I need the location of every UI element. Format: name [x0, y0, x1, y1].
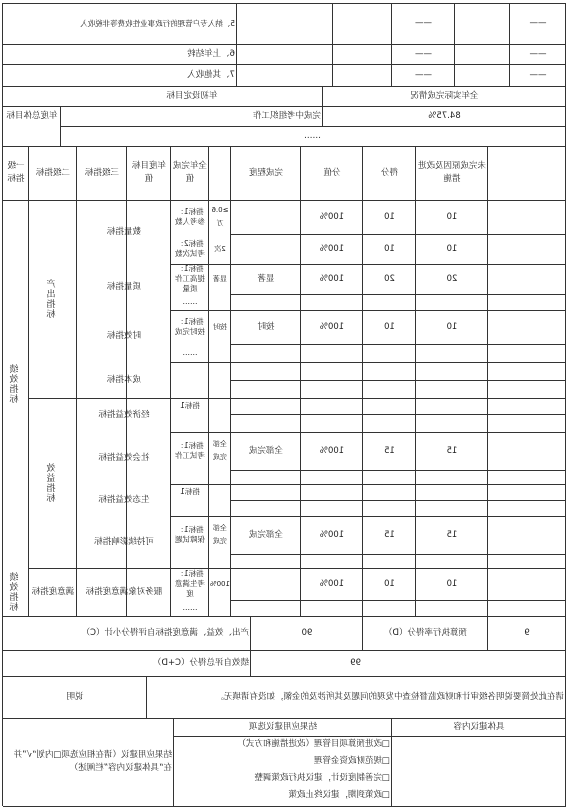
indicator-cell: 指标1：参考人数	[175, 207, 205, 226]
score-cell: 10	[446, 578, 458, 589]
cat-timeliness: 时效指标	[107, 330, 142, 341]
total-label: 绩效自评总得分（C+D）	[152, 657, 249, 668]
indicator-cell: 指标1	[180, 401, 200, 410]
budget-label: 预算执行率得分（D）	[383, 627, 468, 638]
income-row-label: 5、纳入专户管理的行政事业性收费等非税收入	[80, 18, 235, 28]
header-level3: 三级指标	[85, 167, 120, 178]
level2-satisfaction: 满意度指标	[31, 586, 75, 597]
usage-option[interactable]: □规范财政资金管理	[313, 756, 390, 766]
indicator-cell: ……	[182, 297, 198, 306]
cat-economic: 经济效益指标	[98, 409, 150, 420]
usage-option[interactable]: □政策到期，建议终止政策	[288, 790, 390, 800]
income-cell: ——	[415, 48, 432, 59]
target-cell: 按时	[213, 322, 227, 331]
usage-label: 结果应用建议（请在相应选项□内划“√”并在“具体建议内容”栏阐述）	[13, 750, 172, 773]
level1-satisfaction: 绩效指标	[10, 572, 21, 612]
rate-cell: 100%	[319, 211, 345, 222]
indicator-cell: 指标1：考试工作	[175, 441, 205, 460]
goal-actual-header: 全年实际完成情况	[410, 90, 479, 101]
income-cell: ——	[529, 48, 547, 59]
full-cell: 全部完成	[249, 445, 284, 456]
level1-performance: 绩效指标	[10, 364, 21, 404]
points-cell: 20	[384, 273, 395, 284]
header-level1: 一级指标	[7, 161, 25, 184]
target-cell: 全部完成	[213, 524, 227, 545]
level2-output: 产出指标	[47, 279, 58, 319]
income-cell: ——	[415, 18, 432, 28]
rate-cell: 100%	[319, 321, 345, 332]
goal-preset-header: 年初设定目标	[166, 90, 218, 101]
usage-option[interactable]: □完善制度设计，建议执行政策调整	[254, 773, 390, 783]
cat-service: 服务对象满意度指标	[85, 586, 163, 597]
goal-preset-text: 完成中考组织工作	[252, 110, 321, 121]
header-target: 年度目标值	[132, 161, 167, 184]
usage-options-header: 结果应用建议选项	[249, 721, 318, 732]
score-cell: 20	[446, 273, 458, 284]
cat-quality: 质量指标	[107, 281, 142, 292]
notes-label: 说明	[66, 691, 84, 702]
indicator-cell: ……	[182, 603, 198, 612]
score-cell: 10	[446, 211, 458, 222]
income-cell: ——	[529, 18, 547, 28]
total-value: 99	[350, 657, 361, 668]
indicator-cell: ……	[182, 348, 198, 357]
indicator-cell: 指标1：保障试题	[175, 525, 205, 544]
target-cell: 2次	[214, 244, 226, 253]
target-cell: 100%	[209, 579, 230, 588]
header-full: 全年完成值	[172, 161, 207, 184]
points-cell: 10	[384, 243, 395, 254]
full-cell: 显著	[257, 273, 275, 284]
header-level2: 二级指标	[36, 167, 71, 178]
score-cell: 15	[446, 445, 458, 456]
cat-eco: 生态效益指标	[98, 494, 150, 505]
indicator-cell: 指标1：考生满意度	[175, 569, 205, 598]
full-cell: 按时	[257, 321, 275, 332]
income-row-label: 6、上年结转	[187, 48, 235, 59]
goal-actual-text: 84.75%	[428, 110, 461, 121]
target-cell: 全部完成	[213, 440, 227, 461]
points-cell: 15	[384, 529, 395, 540]
goal-ellipsis: ……	[304, 130, 321, 141]
subtotal-value: 90	[301, 627, 313, 638]
income-cell: ——	[529, 69, 547, 80]
points-cell: 10	[384, 578, 395, 589]
header-reason: 未完成原因及改进措施	[417, 161, 486, 184]
budget-value: 9	[524, 627, 530, 638]
rate-cell: 100%	[319, 578, 345, 589]
rate-cell: 100%	[319, 529, 345, 540]
header-score: 得分	[381, 167, 399, 178]
income-cell: ——	[415, 69, 432, 80]
cat-quantity: 数量指标	[107, 226, 142, 237]
target-cell: ≥0.6万	[211, 206, 229, 227]
header-points: 分值	[323, 167, 341, 178]
points-cell: 10	[384, 211, 395, 222]
score-cell: 15	[446, 529, 458, 540]
score-cell: 10	[446, 243, 458, 254]
notes-text: 请在此处简要说明各级审计和财政监督检查中发现的问题及其所涉及的金额，如没有请填无。	[215, 691, 564, 702]
rate-cell: 100%	[319, 273, 345, 284]
score-cell: 10	[446, 321, 458, 332]
rate-cell: 100%	[319, 445, 345, 456]
income-row-label: 7、其他收入	[187, 69, 235, 80]
goal-section-label: 年度总体目标	[6, 110, 58, 121]
cat-sustainable: 可持续影响指标	[94, 536, 154, 547]
indicator-cell: 指标2：考试次数	[175, 239, 205, 258]
target-cell: 显著	[213, 274, 227, 283]
usage-detail-header: 具体建议内容	[453, 721, 505, 732]
indicator-cell: 指标1：提高工作质量	[175, 264, 205, 293]
indicator-cell: 指标1	[180, 487, 200, 496]
level2-benefit: 效益指标	[47, 463, 58, 503]
rate-cell: 100%	[319, 243, 345, 254]
cat-social: 社会效益指标	[98, 452, 150, 463]
full-cell: 全部完成	[249, 529, 284, 540]
indicator-cell: 指标1：按时完成	[175, 317, 205, 336]
cat-cost: 成本指标	[107, 374, 142, 385]
points-cell: 10	[384, 321, 395, 332]
header-rate: 完成程度	[249, 167, 284, 178]
points-cell: 15	[384, 445, 395, 456]
usage-option[interactable]: □改进预算项目管理（改进措施和方式）	[237, 739, 390, 749]
subtotal-label: 产出、效益、满意度指标自评得分小计（C）	[81, 627, 249, 638]
